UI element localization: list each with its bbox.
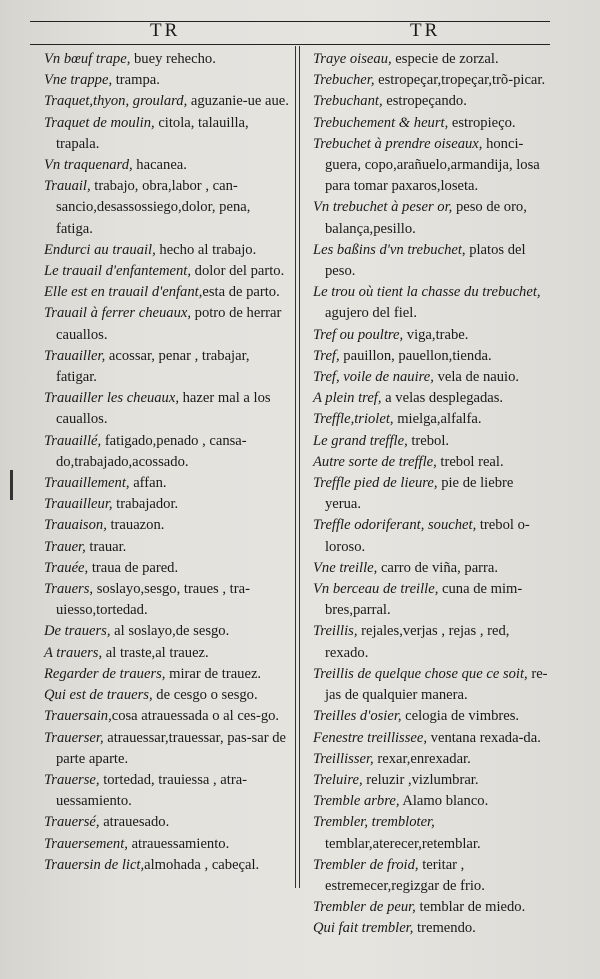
entry-definition: tremendo. <box>413 920 476 937</box>
dictionary-entry <box>313 409 553 430</box>
entry-definition: hacanea. <box>132 157 187 174</box>
column-divider-inner <box>299 46 300 888</box>
dictionary-entry <box>313 812 553 854</box>
dictionary-entry <box>44 664 290 685</box>
entry-headword: Treffle pied de lieure, <box>313 475 438 492</box>
dictionary-entry <box>313 706 553 727</box>
running-head-right: TR <box>410 20 441 41</box>
entry-definition: rexar,enrexadar. <box>373 750 471 767</box>
dictionary-entry <box>313 388 553 409</box>
entry-definition: estropeçar,tropeçar,trõ-picar. <box>374 72 546 89</box>
entry-headword: Trauerse, <box>44 771 100 788</box>
dictionary-entry <box>44 91 290 112</box>
entry-definition: trabajo, obra,labor , can-sancio,desassossiego,dolor, pena, fatiga. <box>56 178 251 237</box>
entry-headword: Elle est en trauail d'enfant, <box>44 284 203 301</box>
entry-headword: Trauersain, <box>44 708 112 725</box>
entry-definition: aguzanie-ue aue. <box>187 93 289 110</box>
dictionary-entry <box>313 431 553 452</box>
dictionary-entry <box>44 282 290 303</box>
dictionary-entry <box>313 197 553 239</box>
dictionary-entry <box>313 70 553 91</box>
dictionary-entry <box>44 431 290 473</box>
entry-definition: honci-guera, copo,arañuelo,armandija, losa para tomar paxaros,loseta. <box>325 135 540 195</box>
left-column <box>44 49 290 876</box>
entry-headword: Trebuchet à prendre oiseaux, <box>313 135 483 152</box>
entry-headword: A trauers, <box>44 644 103 661</box>
entry-definition: al soslayo,de sesgo. <box>110 623 230 640</box>
dictionary-entry <box>313 134 553 198</box>
dictionary-entry <box>44 834 290 855</box>
entry-headword: Vne trappe, <box>44 72 113 89</box>
running-head-left: TR <box>150 20 181 41</box>
entry-definition: cosa atrauessada o al ces-go. <box>111 708 280 725</box>
dictionary-entry <box>313 452 553 473</box>
dictionary-entry <box>313 664 553 706</box>
entry-definition: trebol. <box>407 432 450 449</box>
dictionary-entry <box>313 728 553 749</box>
entry-definition: pauillon, pauellon,tienda. <box>339 347 492 364</box>
entry-definition: traua de pared. <box>88 559 179 576</box>
entry-definition: vela de nauio. <box>433 369 520 386</box>
entry-headword: Trebuchement & heurt, <box>313 114 449 131</box>
dictionary-entry <box>313 791 553 812</box>
entry-headword: Qui fait trembler, <box>313 920 414 937</box>
entry-headword: Trauée, <box>44 559 89 576</box>
entry-definition: peso de oro, balança,pesillo. <box>325 199 527 237</box>
entry-headword: Treffle,triolet, <box>313 411 394 428</box>
dictionary-entry <box>313 91 553 112</box>
entry-definition: rejales,verjas , rejas , red, rexado. <box>325 623 510 661</box>
entry-headword: Trembler, trembloter, <box>313 814 435 831</box>
entry-definition: affan. <box>129 475 167 492</box>
entry-definition: carro de viña, parra. <box>377 559 499 576</box>
entry-headword: Trauaison, <box>44 517 107 534</box>
entry-definition: teritar , estremecer,regizgar de frio. <box>325 856 485 894</box>
dictionary-entry <box>44 558 290 579</box>
dictionary-entry <box>44 643 290 664</box>
entry-headword: Trauaillement, <box>44 475 130 492</box>
entry-headword: Le grand treffle, <box>313 432 408 449</box>
entry-definition: almohada , cabeçal. <box>144 856 260 873</box>
entry-headword: Endurci au trauail, <box>44 241 156 258</box>
entry-headword: Trauers, <box>44 581 94 598</box>
dictionary-entry <box>313 113 553 134</box>
entry-definition: atrauessamiento. <box>127 835 230 852</box>
dictionary-entry <box>44 155 290 176</box>
entry-headword: Trauaillé, <box>44 432 102 449</box>
entry-definition: hecho al trabajo. <box>155 241 257 258</box>
entry-headword: Qui est de trauers, <box>44 687 153 704</box>
entry-headword: Treillis, <box>313 623 358 640</box>
entry-definition: platos del peso. <box>325 241 526 280</box>
dictionary-entry <box>313 515 553 557</box>
dictionary-entry <box>313 855 553 897</box>
entry-definition: ventana rexada-da. <box>427 729 541 746</box>
entry-definition: esta de parto. <box>202 284 280 301</box>
entry-headword: Vn trebuchet à peser or, <box>313 199 453 216</box>
entry-definition: agujero del fiel. <box>325 305 417 322</box>
entry-definition: atrauessar,trauessar, pas-sar de parte aparte. <box>56 729 286 767</box>
entry-headword: Traye oiseau, <box>313 51 392 67</box>
entry-headword: Trauersin de lict, <box>44 856 145 873</box>
entry-definition: a velas desplegadas. <box>381 390 504 407</box>
dictionary-entry <box>313 749 553 770</box>
entry-headword: Trauailler, <box>44 347 106 364</box>
entry-definition: soslayo,sesgo, traues , tra-uiesso,tortedad. <box>56 581 250 619</box>
entry-headword: Trebuchant, <box>313 93 383 110</box>
dictionary-entry <box>44 770 290 812</box>
entry-definition: de cesgo o sesgo. <box>152 687 258 704</box>
entry-headword: A plein tref, <box>313 390 382 407</box>
entry-definition: fatigado,penado , cansa-do,trabajado,acossado. <box>56 432 247 470</box>
dictionary-entry <box>44 706 290 727</box>
dictionary-entry <box>44 261 290 282</box>
dictionary-entry <box>44 388 290 430</box>
entry-definition: especie de zorzal. <box>391 51 499 67</box>
entry-definition: trabajador. <box>112 496 179 513</box>
entry-headword: Vn bœuf trape, <box>44 51 131 67</box>
entry-headword: Treilles d'osier, <box>313 708 402 725</box>
entry-headword: Traquet de moulin, <box>44 114 155 131</box>
dictionary-entry <box>44 473 290 494</box>
dictionary-entry <box>313 240 553 282</box>
entry-headword: Les baßins d'vn trebuchet, <box>313 241 466 258</box>
entry-headword: Regarder de trauers, <box>44 665 166 682</box>
entry-headword: Trauersement, <box>44 835 128 852</box>
header-rule-top <box>30 21 550 22</box>
entry-definition: celogia de vimbres. <box>401 708 520 725</box>
entry-headword: Treluire, <box>313 771 363 788</box>
entry-definition: trauar. <box>85 538 127 555</box>
column-divider <box>295 46 296 888</box>
entry-definition: trebol o-loroso. <box>325 517 530 555</box>
dictionary-entry <box>313 579 553 621</box>
entry-definition: trampa. <box>112 72 160 89</box>
entry-definition: trebol real. <box>436 453 504 470</box>
entry-definition: re-jas de qualquier manera. <box>325 665 548 704</box>
entry-definition: Alamo blanco. <box>399 793 489 810</box>
entry-headword: Trauailleur, <box>44 496 113 513</box>
dictionary-entry <box>44 537 290 558</box>
entry-definition: estropeçando. <box>382 93 467 110</box>
entry-definition: temblar de miedo. <box>415 899 526 916</box>
entry-definition: temblar,aterecer,retemblar. <box>325 835 481 852</box>
dictionary-entry <box>44 49 290 70</box>
entry-headword: Tref, <box>313 347 340 364</box>
entry-definition: atrauesado. <box>99 814 170 831</box>
margin-mark <box>10 470 13 500</box>
entry-headword: Tremble arbre, <box>313 793 400 810</box>
dictionary-entry <box>313 473 553 515</box>
entry-headword: Trembler de froid, <box>313 856 419 873</box>
entry-definition: citola, talauilla, trapala. <box>56 114 249 152</box>
entry-definition: buey rehecho. <box>130 51 216 67</box>
dictionary-entry <box>44 515 290 536</box>
entry-definition: mielga,alfalfa. <box>393 411 482 428</box>
dictionary-entry <box>44 855 290 876</box>
dictionary-entry <box>313 770 553 791</box>
entry-definition: dolor del parto. <box>191 263 285 280</box>
entry-headword: Treillisser, <box>313 750 374 767</box>
dictionary-entry <box>44 494 290 515</box>
entry-headword: Tref, voile de nauire, <box>313 369 434 386</box>
entry-definition: mirar de trauez. <box>165 665 262 682</box>
entry-headword: De trauers, <box>44 623 111 640</box>
dictionary-entry <box>44 812 290 833</box>
entry-headword: Trauailler les cheuaux, <box>44 390 179 407</box>
entry-headword: Vn berceau de treille, <box>313 581 439 598</box>
dictionary-entry <box>44 346 290 388</box>
entry-headword: Fenestre treillissee, <box>313 729 428 746</box>
dictionary-entry <box>313 621 553 663</box>
right-column <box>313 49 553 940</box>
entry-definition: potro de herrar cauallos. <box>56 305 282 343</box>
entry-headword: Trauer, <box>44 538 86 555</box>
entry-headword: Trebucher, <box>313 72 375 89</box>
dictionary-entry <box>313 346 553 367</box>
entry-definition: acossar, penar , trabajar, fatigar. <box>56 347 250 386</box>
dictionary-entry <box>44 113 290 155</box>
dictionary-entry <box>44 685 290 706</box>
dictionary-entry <box>313 897 553 918</box>
entry-definition: estropieço. <box>448 114 516 131</box>
entry-definition: viga,trabe. <box>403 326 469 343</box>
entry-definition: cuna de mim-bres,parral. <box>325 581 523 619</box>
dictionary-entry <box>313 918 553 939</box>
entry-definition: trauazon. <box>106 517 165 534</box>
entry-definition: tortedad, trauiessa , atra-uessamiento. <box>56 771 248 810</box>
entry-definition: hazer mal a los cauallos. <box>56 390 271 428</box>
entry-definition: reluzir ,vizlumbrar. <box>362 771 479 788</box>
entry-headword: Le trou où tient la chasse du trebuchet, <box>313 284 541 301</box>
dictionary-entry <box>44 176 290 240</box>
entry-headword: Traquet,thyon, groulard, <box>44 93 188 110</box>
dictionary-entry <box>313 49 553 70</box>
entry-headword: Trauersé, <box>44 814 100 831</box>
entry-definition: pie de liebre yerua. <box>325 475 514 513</box>
entry-headword: Trembler de peur, <box>313 899 416 916</box>
entry-definition: al traste,al trauez. <box>102 644 209 661</box>
entry-headword: Le trauail d'enfantement, <box>44 263 192 280</box>
entry-headword: Autre sorte de treffle, <box>313 453 437 470</box>
dictionary-entry <box>313 367 553 388</box>
dictionary-entry <box>44 621 290 642</box>
entry-headword: Trauail, <box>44 178 91 195</box>
entry-headword: Trauail à ferrer cheuaux, <box>44 305 192 322</box>
dictionary-entry <box>313 282 553 324</box>
header-rule-bottom <box>30 44 550 45</box>
entry-headword: Trauerser, <box>44 729 104 746</box>
dictionary-entry <box>44 728 290 770</box>
entry-headword: Tref ou poultre, <box>313 326 404 343</box>
dictionary-entry <box>313 325 553 346</box>
dictionary-entry <box>313 558 553 579</box>
entry-headword: Vn traquenard, <box>44 157 133 174</box>
entry-headword: Treillis de quelque chose que ce soit, <box>313 665 528 682</box>
dictionary-entry <box>44 303 290 345</box>
dictionary-entry <box>44 240 290 261</box>
dictionary-entry <box>44 70 290 91</box>
entry-headword: Treffle odoriferant, souchet, <box>313 517 477 534</box>
entry-headword: Vne treille, <box>313 559 378 576</box>
dictionary-entry <box>44 579 290 621</box>
